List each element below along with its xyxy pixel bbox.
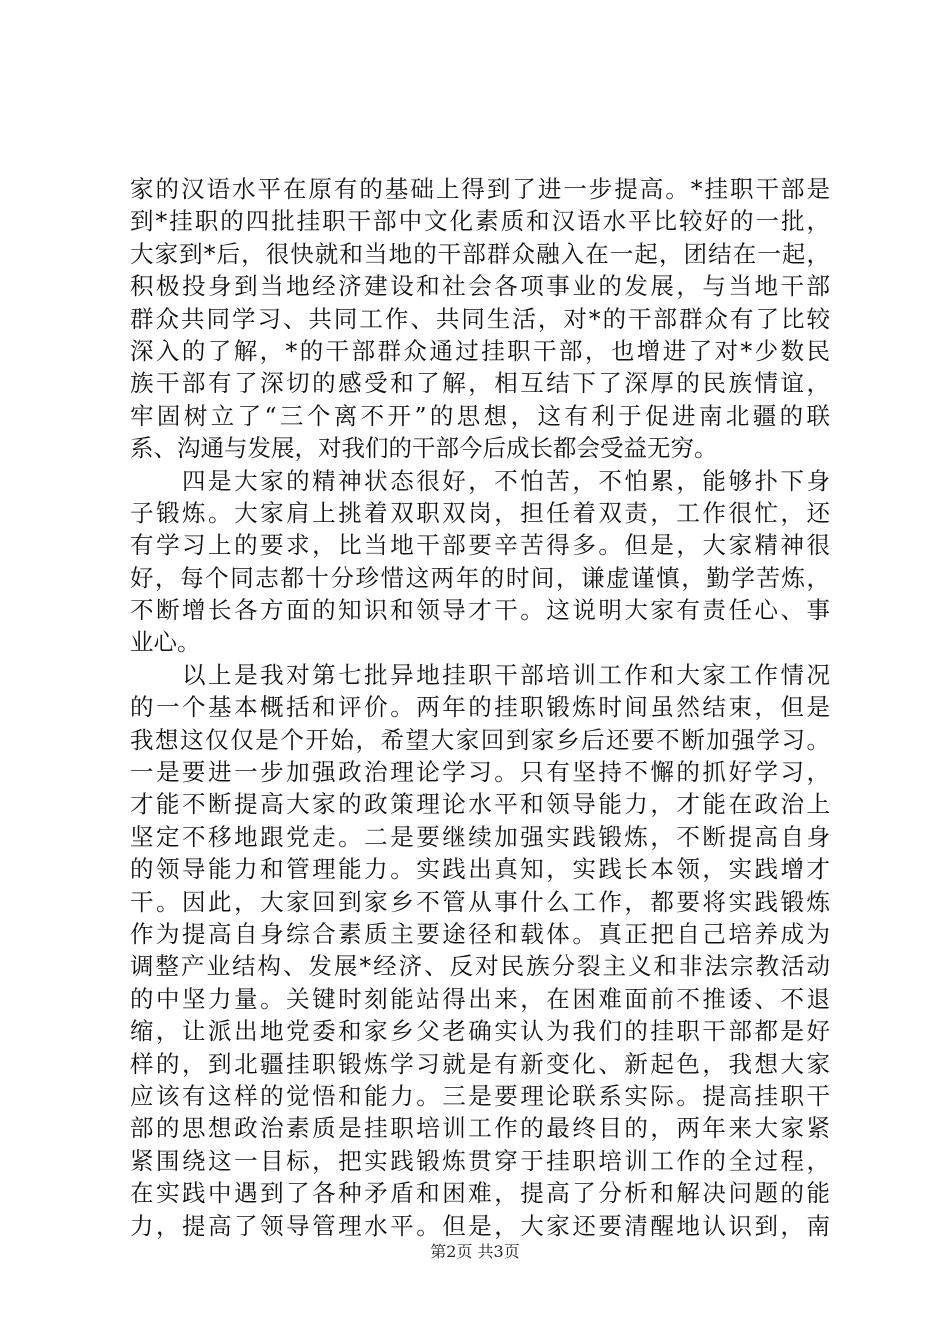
text-line: 样的，到北疆挂职锻炼学习就是有新变化、新起色，我想大家: [130, 1049, 830, 1078]
text-line: 到*挂职的四批挂职干部中文化素质和汉语水平比较好的一批，: [130, 207, 830, 236]
text-line: 群众共同学习、共同工作、共同生活，对*的干部群众有了比较: [130, 304, 830, 333]
text-line: 有学习上的要求，比当地干部要辛苦得多。但是，大家精神很: [130, 531, 830, 560]
text-line: 以上是我对第七批异地挂职干部培训工作和大家工作情况: [130, 660, 830, 689]
text-line: 一是要进一步加强政治理论学习。只有坚持不懈的抓好学习，: [130, 758, 830, 787]
text-line: 积极投身到当地经济建设和社会各项事业的发展，与当地干部: [130, 272, 830, 301]
document-body: [130, 173, 830, 1242]
text-line: 的一个基本概括和评价。两年的挂职锻炼时间虽然结束，但是: [130, 693, 830, 722]
text-line: 作为提高自身综合素质主要途径和载体。真正把自己培养成为: [130, 919, 830, 948]
text-line: 部的思想政治素质是挂职培训工作的最终目的，两年来大家紧: [130, 1114, 830, 1143]
text-line: 缩，让派出地党委和家乡父老确实认为我们的挂职干部都是好: [130, 1017, 830, 1046]
text-line: 干。因此，大家回到家乡不管从事什么工作，都要将实践锻炼: [130, 887, 830, 916]
text-line: 好，每个同志都十分珍惜这两年的时间，谦虚谨慎，勤学苦炼，: [130, 563, 830, 592]
text-line: 系、沟通与发展，对我们的干部今后成长都会受益无穷。: [130, 434, 718, 463]
text-line: 大家到*后，很快就和当地的干部群众融入在一起，团结在一起，: [130, 239, 830, 268]
text-line: 调整产业结构、发展*经济、反对民族分裂主义和非法宗教活动: [130, 952, 830, 981]
text-line: 业心。: [130, 628, 201, 657]
text-line: 应该有这样的觉悟和能力。三是要理论联系实际。提高挂职干: [130, 1081, 830, 1110]
text-line: 牢固树立了“三个离不开”的思想，这有利于促进南北疆的联: [130, 401, 830, 430]
text-line: 四是大家的精神状态很好，不怕苦，不怕累，能够扑下身: [130, 466, 830, 495]
page-footer: [0, 1242, 950, 1262]
text-line: 力，提高了领导管理水平。但是，大家还要清醒地认识到，南: [130, 1211, 830, 1240]
text-line: 不断增长各方面的知识和领导才干。这说明大家有责任心、事: [130, 596, 830, 625]
text-line: 家的汉语水平在原有的基础上得到了进一步提高。*挂职干部是: [130, 175, 830, 203]
text-line: 紧围绕这一目标，把实践锻炼贯穿于挂职培训工作的全过程，: [130, 1146, 830, 1175]
text-line: 的领导能力和管理能力。实践出真知，实践长本领，实践增才: [130, 855, 830, 884]
text-line: 坚定不移地跟党走。二是要继续加强实践锻炼，不断提高自身: [130, 822, 830, 851]
page-number: 第2页 共3页: [430, 1242, 520, 1261]
text-line: 深入的了解，*的干部群众通过挂职干部，也增进了对*少数民: [130, 336, 830, 365]
text-line: 族干部有了深切的感受和了解，相互结下了深厚的民族情谊，: [130, 369, 830, 398]
text-line: 子锻炼。大家肩上挑着双职双岗，担任着双责，工作很忙，还: [130, 498, 830, 527]
text-line: 在实践中遇到了各种矛盾和困难，提高了分析和解决问题的能: [130, 1179, 830, 1208]
text-line: 的中坚力量。关键时刻能站得出来，在困难面前不推诿、不退: [130, 984, 830, 1013]
text-line: 才能不断提高大家的政策理论水平和领导能力，才能在政治上: [130, 790, 830, 819]
text-line: 我想这仅仅是个开始，希望大家回到家乡后还要不断加强学习。: [130, 725, 830, 754]
